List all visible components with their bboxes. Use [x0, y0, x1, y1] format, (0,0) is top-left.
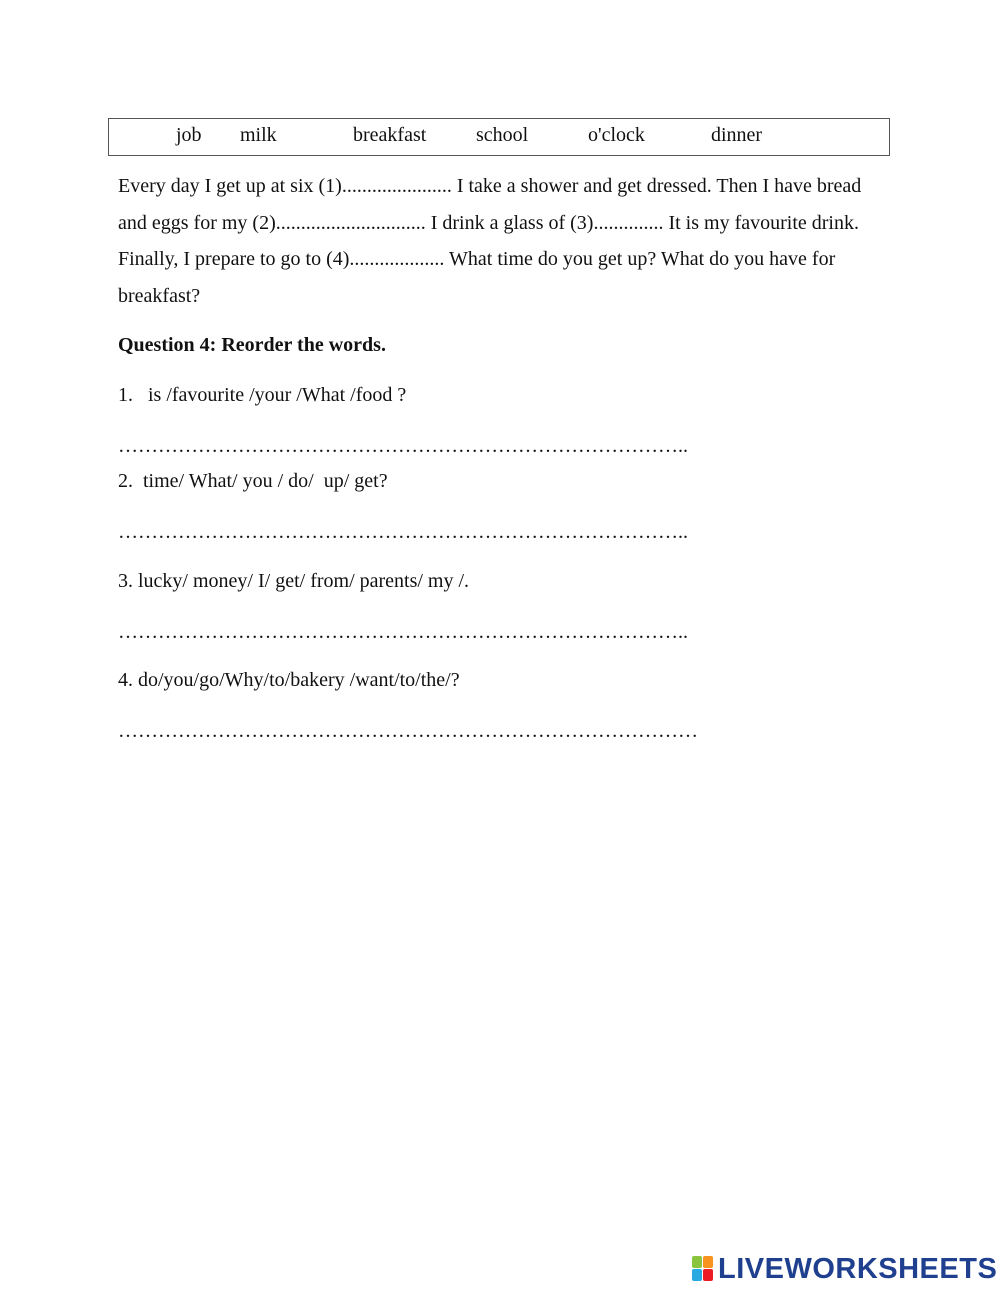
- liveworksheets-brand-text: LIVEWORKSHEETS: [718, 1253, 998, 1285]
- reorder-item-4: 4. do/you/go/Why/to/bakery /want/to/the/?: [118, 669, 460, 691]
- reading-passage: Every day I get up at six (1)...................... I take a shower and get dressed. Then I have bread and eggs for my (2).............................. I drink a glass of (3).............. It is my favourite drink. Finally, I prepare to go to (4)................... What time do you get up? What do you have for breakfast?: [118, 175, 862, 307]
- word-bank-item: o'clock: [588, 124, 645, 146]
- word-bank-item: milk: [240, 124, 277, 146]
- word-bank-item: job: [176, 124, 202, 146]
- liveworksheets-logo: [692, 1254, 997, 1284]
- reorder-item-2: 2. time/ What/ you / do/ up/ get?: [118, 470, 388, 492]
- reorder-item-3: 3. lucky/ money/ I/ get/ from/ parents/ my /.: [118, 570, 470, 592]
- word-bank-box: [108, 118, 890, 156]
- answer-line-4[interactable]: ……………………………………………………………………………: [118, 720, 698, 742]
- answer-line-1[interactable]: …………………………………………………………………………..: [118, 435, 688, 457]
- word-bank-item: school: [476, 124, 529, 146]
- word-bank-item: dinner: [711, 124, 763, 146]
- answer-line-3[interactable]: …………………………………………………………………………..: [118, 621, 688, 643]
- reorder-item-1: 1. is /favourite /your /What /food ?: [118, 384, 407, 406]
- word-bank-item: breakfast: [353, 124, 427, 146]
- answer-line-2[interactable]: …………………………………………………………………………..: [118, 521, 688, 543]
- question-4-title: Question 4: Reorder the words.: [118, 334, 386, 356]
- liveworksheets-logo-icon: [692, 1256, 714, 1282]
